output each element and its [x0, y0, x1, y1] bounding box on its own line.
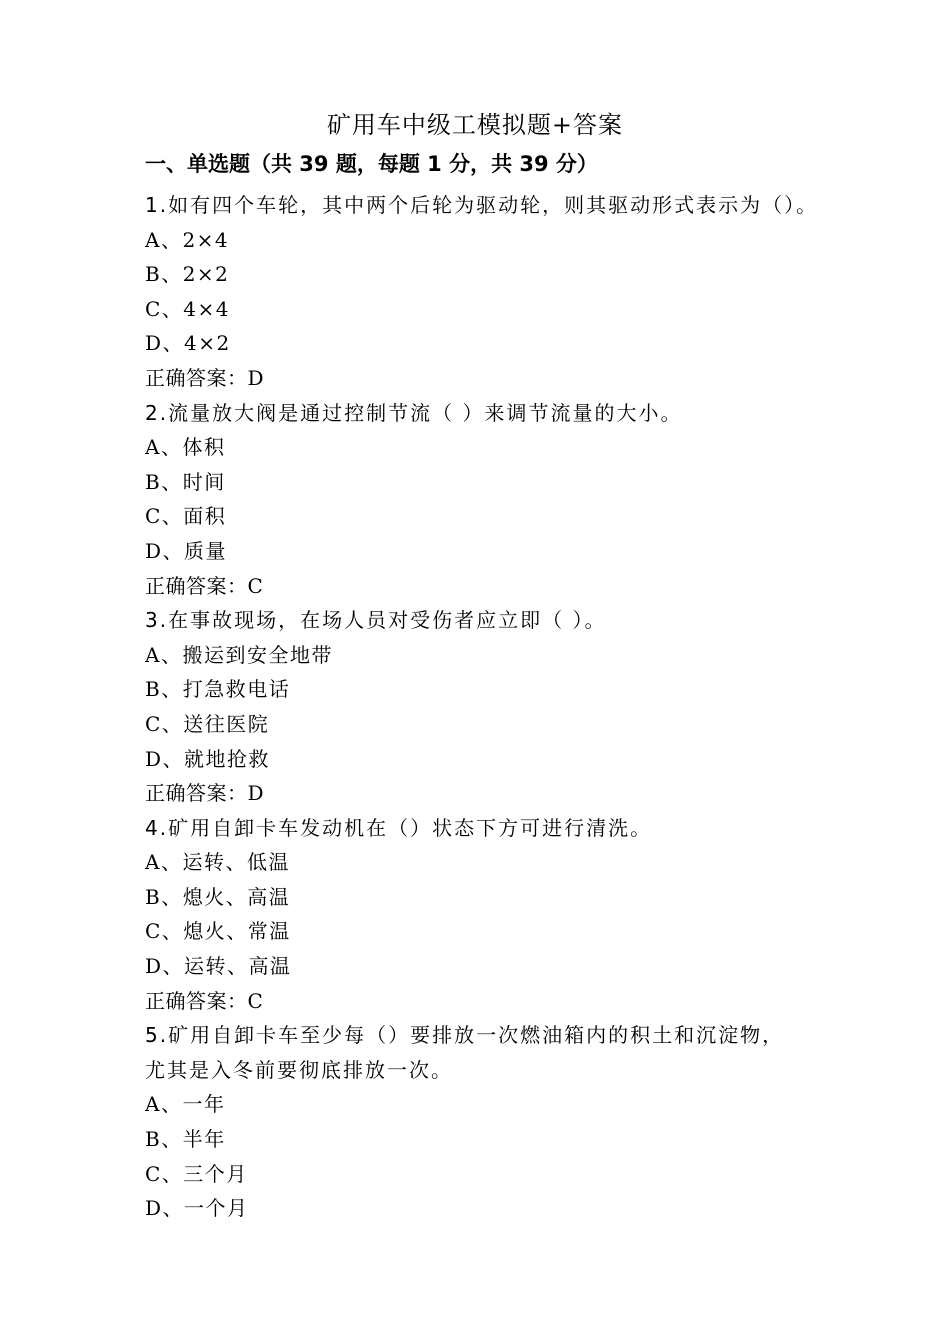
question-4-option-c: C、熄火、常温	[145, 919, 291, 944]
question-2-answer: 正确答案：C	[145, 573, 264, 598]
question-2-option-b: B、时间	[145, 469, 226, 494]
section-heading: 一、单选题（共 39 题，每题 1 分，共 39 分）	[145, 152, 598, 176]
question-2-option-d: D、质量	[145, 538, 228, 563]
question-4-option-d: D、运转、高温	[145, 954, 292, 979]
question-5-option-c: C、三个月	[145, 1161, 248, 1186]
question-3-option-c: C、送往医院	[145, 711, 270, 736]
question-1-option-d: D、4×2	[145, 331, 231, 356]
question-5-stem-continued: 尤其是入冬前要彻底排放一次。	[145, 1057, 453, 1082]
question-4-option-b: B、熄火、高温	[145, 884, 291, 909]
question-3-option-d: D、就地抢救	[145, 746, 271, 771]
question-4-answer: 正确答案：C	[145, 988, 264, 1013]
question-5-stem: 5.矿用自卸卡车至少每（）要排放一次燃油箱内的积土和沉淀物，	[145, 1023, 785, 1048]
question-3-stem: 3.在事故现场，在场人员对受伤者应立即（ ）。	[145, 608, 607, 633]
question-5-option-b: B、半年	[145, 1127, 226, 1152]
question-1-option-a: A、2×4	[145, 227, 230, 252]
question-2-stem: 2.流量放大阀是通过控制节流（ ）来调节流量的大小。	[145, 400, 683, 425]
question-1-stem: 1.如有四个车轮，其中两个后轮为驱动轮，则其驱动形式表示为（）。	[145, 193, 819, 217]
document-title: 矿用车中级工模拟题+答案	[326, 111, 624, 139]
question-1-answer: 正确答案：D	[145, 365, 265, 390]
question-4-stem: 4.矿用自卸卡车发动机在（）状态下方可进行清洗。	[145, 815, 653, 840]
question-1-option-c: C、4×4	[145, 296, 231, 321]
question-1-option-b: B、2×2	[145, 262, 230, 287]
question-2-option-c: C、面积	[145, 504, 227, 529]
question-4-option-a: A、运转、低温	[145, 850, 290, 875]
question-list	[145, 188, 845, 1226]
question-3-answer: 正确答案：D	[145, 781, 265, 806]
question-5-option-d: D、一个月	[145, 1196, 249, 1221]
question-5-option-a: A、一年	[145, 1092, 226, 1117]
question-3-option-b: B、打急救电话	[145, 677, 291, 702]
question-3-option-a: A、搬运到安全地带	[145, 642, 333, 667]
question-2-option-a: A、体积	[145, 435, 226, 460]
